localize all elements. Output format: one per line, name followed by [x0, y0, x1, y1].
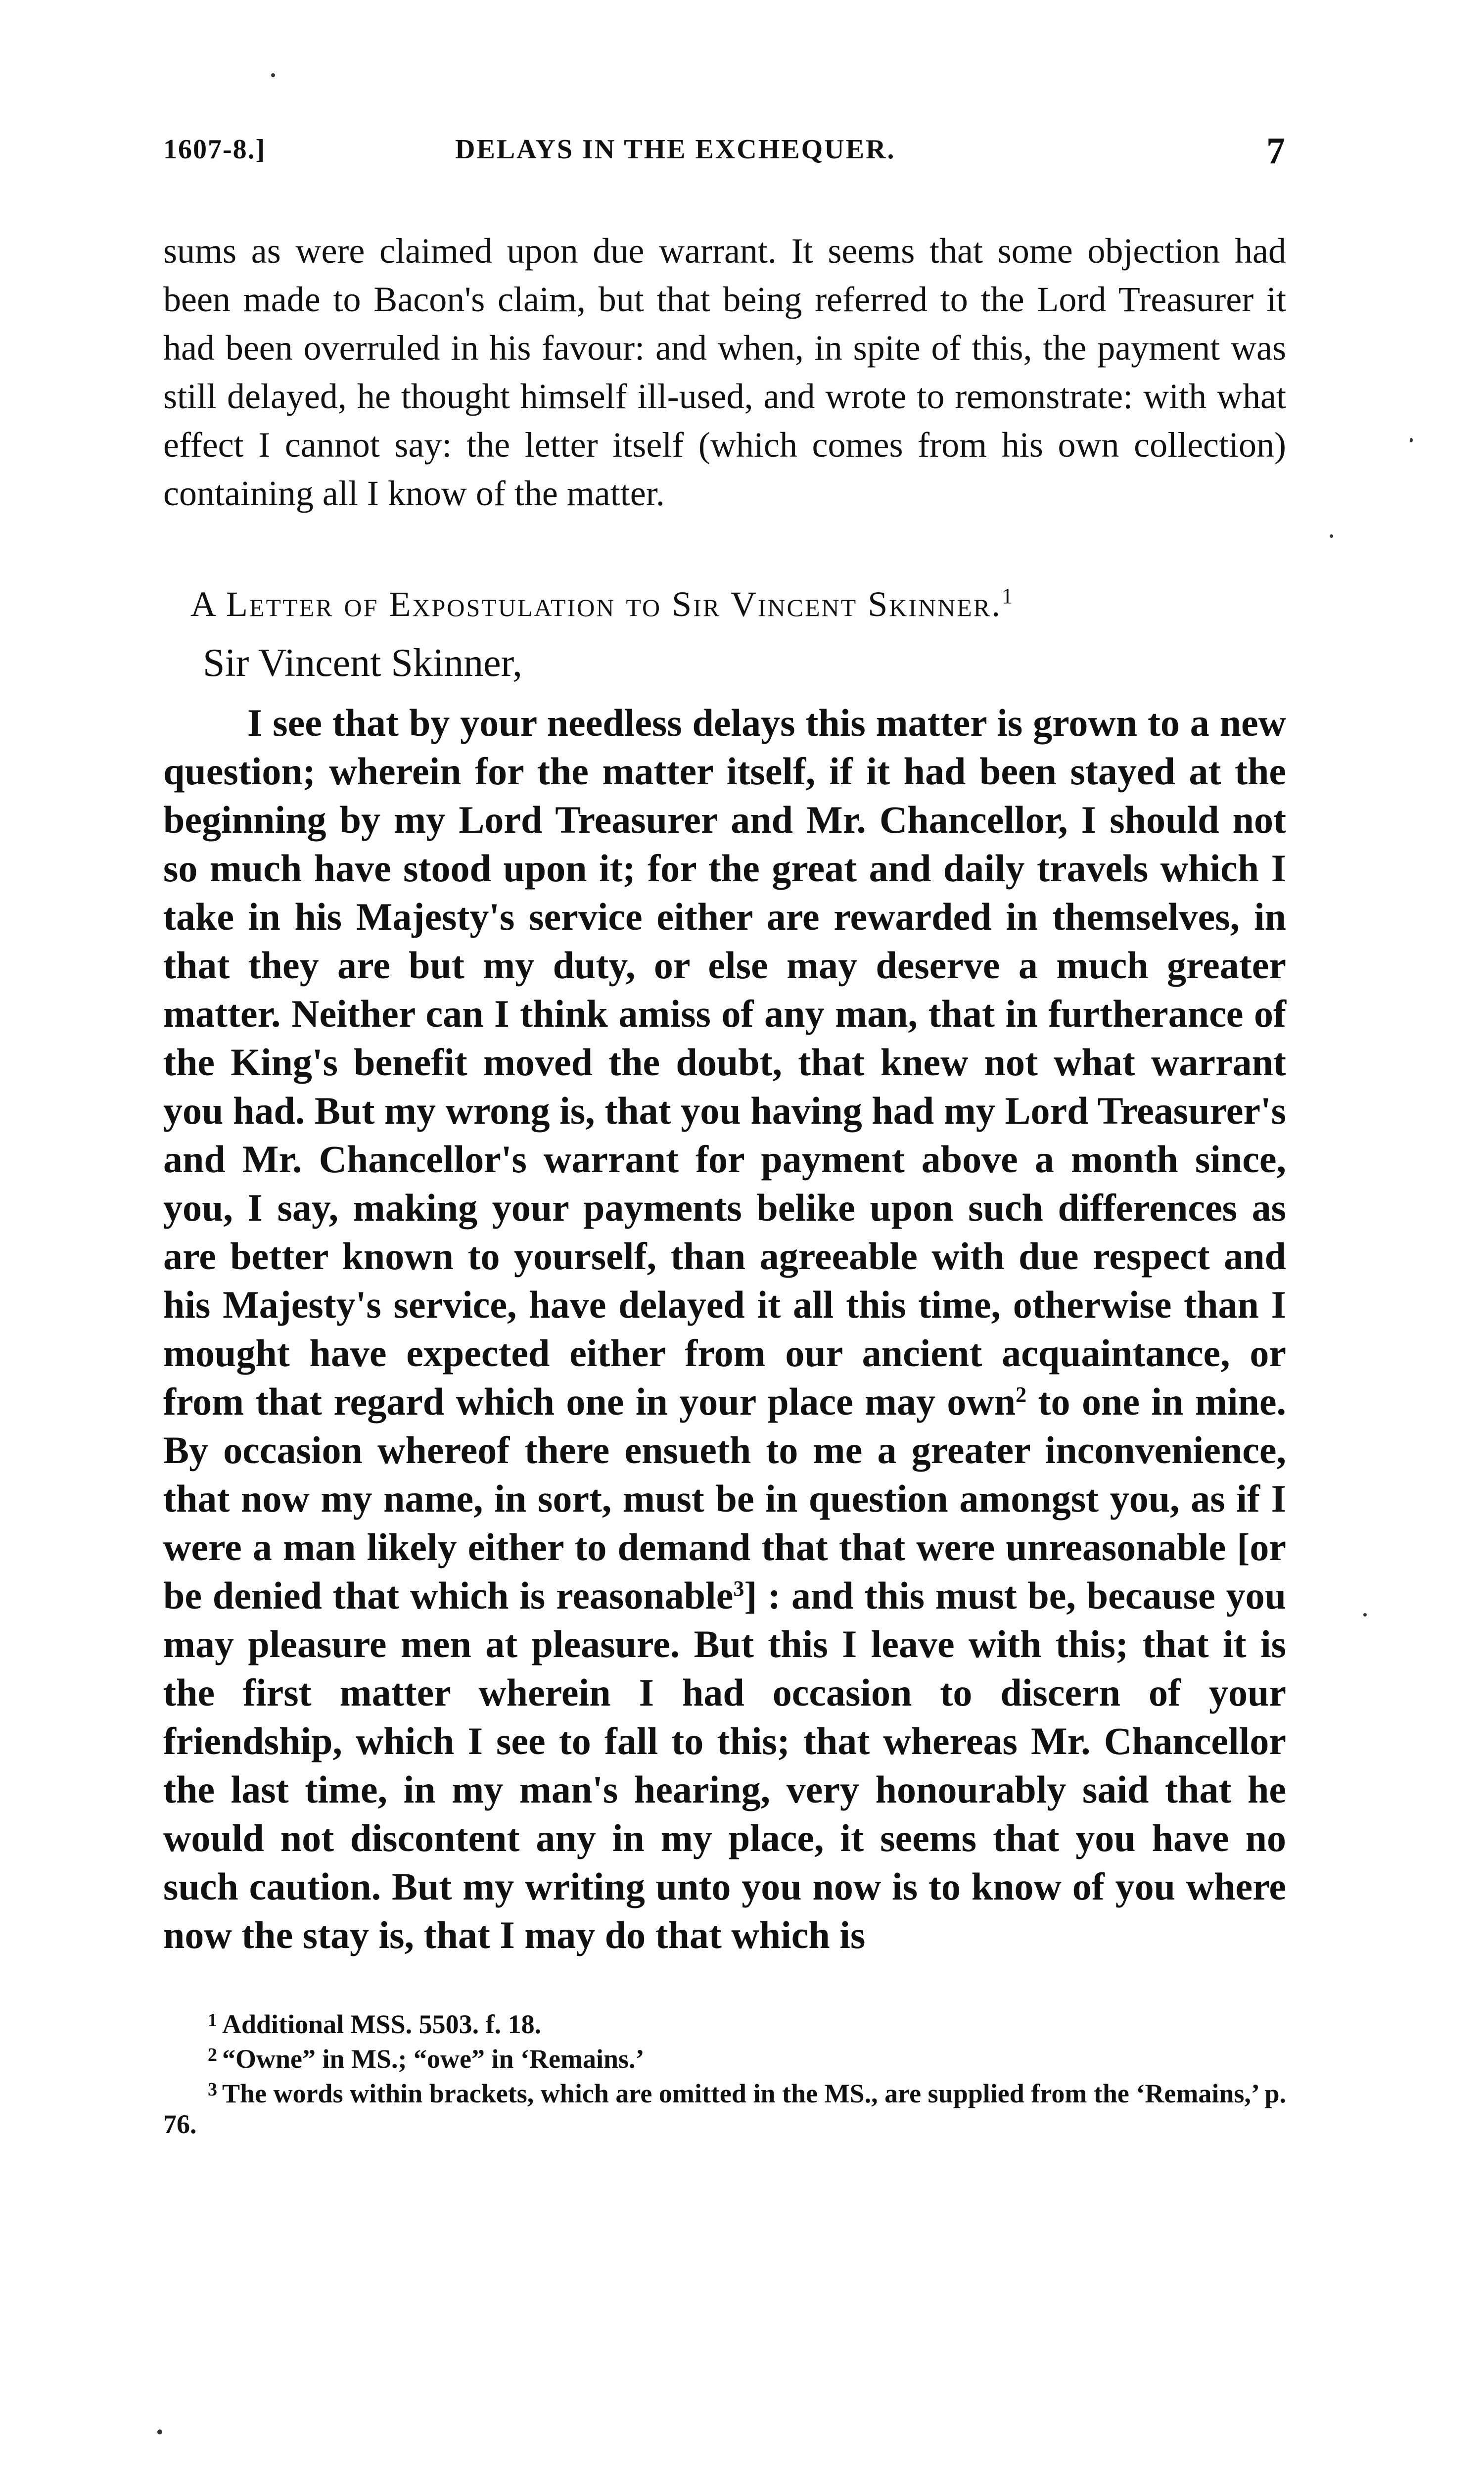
footnote-number: 2: [208, 2045, 217, 2065]
running-title: DELAYS IN THE EXCHEQUER.: [455, 134, 896, 165]
footnote-3: [163, 2074, 1286, 2140]
scan-speck: [1363, 1613, 1367, 1617]
running-header: [163, 130, 1286, 178]
footnote-ref-3: 3: [733, 1576, 744, 1601]
footnote-number: 1: [208, 2010, 217, 2031]
footnote-number: 3: [208, 2079, 217, 2100]
scan-speck: [1410, 438, 1413, 442]
footnote-2: [163, 2040, 1286, 2074]
letter-body: [163, 699, 1286, 1959]
scan-speck: [1330, 534, 1333, 538]
footnote-text: The words within brackets, which are omitted in the MS., are supplied from the ‘Remains,’ p. 76.: [163, 2079, 1286, 2139]
footnote-text: Additional MSS. 5503. f. 18.: [222, 2009, 542, 2039]
footnote-1: [163, 2005, 1286, 2040]
letter-body-part-2: to one in mine. By occasion whereof there ensueth to me a greater inconvenience, that now my name, in sort, must be in question amongst you, as if I were a man likely either to demand that that were unreasonable [or be denied that which is reasonable: [163, 1380, 1286, 1617]
letter-body-part-1: I see that by your needless delays this matter is grown to a new question; wherein for the matter itself, if it had been stayed at the beginning by my Lord Treasurer and Mr. Chancellor, I should not so much have stood upon it; for the great and daily travels which I take in his Majesty's service either are rewarded in themselves, in that they are but my duty, or else may deserve a much greater matter. Neither can I think amiss of any man, that in furtherance of the King's benefit moved the doubt, that knew not what warrant you had. But my wrong is, that you having had my Lord Treasurer's and Mr. Chancellor's warrant for payment above a month since, you, I say, making your payments belike upon such differences as are better known to yourself, than agreeable with due respect and his Majesty's service, have delayed it all this time, otherwise than I mought have expected either from our ancient acquaintance, or from that regard which one in your place may own: [163, 701, 1286, 1423]
page-number: 7: [1266, 130, 1286, 172]
letter-heading: [190, 584, 1286, 625]
salutation: Sir Vincent Skinner,: [203, 641, 523, 685]
footnote-text: “Owne” in MS.; “owe” in ‘Remains.’: [222, 2044, 645, 2074]
intro-paragraph: sums as were claimed upon due warrant. It seems that some objection had been made to Bacon's claim, but that being referred to the Lord Treasurer it had been overruled in his favour: and when, in spite of this, the payment was still delayed, he thought himself ill-used, and wrote to remonstrate: with what effect I cannot say: the letter itself (which comes from his own collection) containing all I know of the matter.: [163, 231, 1286, 513]
footnote-ref-2: 2: [1016, 1382, 1027, 1407]
scan-speck: [157, 2429, 162, 2434]
footnotes: [163, 2005, 1286, 2140]
letter-heading-text: A Letter of Expostulation to Sir Vincent Skinner.: [190, 584, 1002, 624]
header-years: 1607-8.]: [163, 134, 266, 165]
letter-body-part-3: ] : and this must be, because you may pleasure men at pleasure. But this I leave with this; that it is the first matter wherein I had occasion to discern of your friendship, which I see to fall to this; that whereas Mr. Chancellor the last time, in my man's hearing, very honourably said that he would not discontent any in my place, it seems that you have no such caution. But my writing unto you now is to know of you where now the stay is, that I may do that which is: [163, 1574, 1286, 1956]
scan-speck: [271, 73, 275, 77]
footnote-ref-1: 1: [1002, 584, 1015, 608]
